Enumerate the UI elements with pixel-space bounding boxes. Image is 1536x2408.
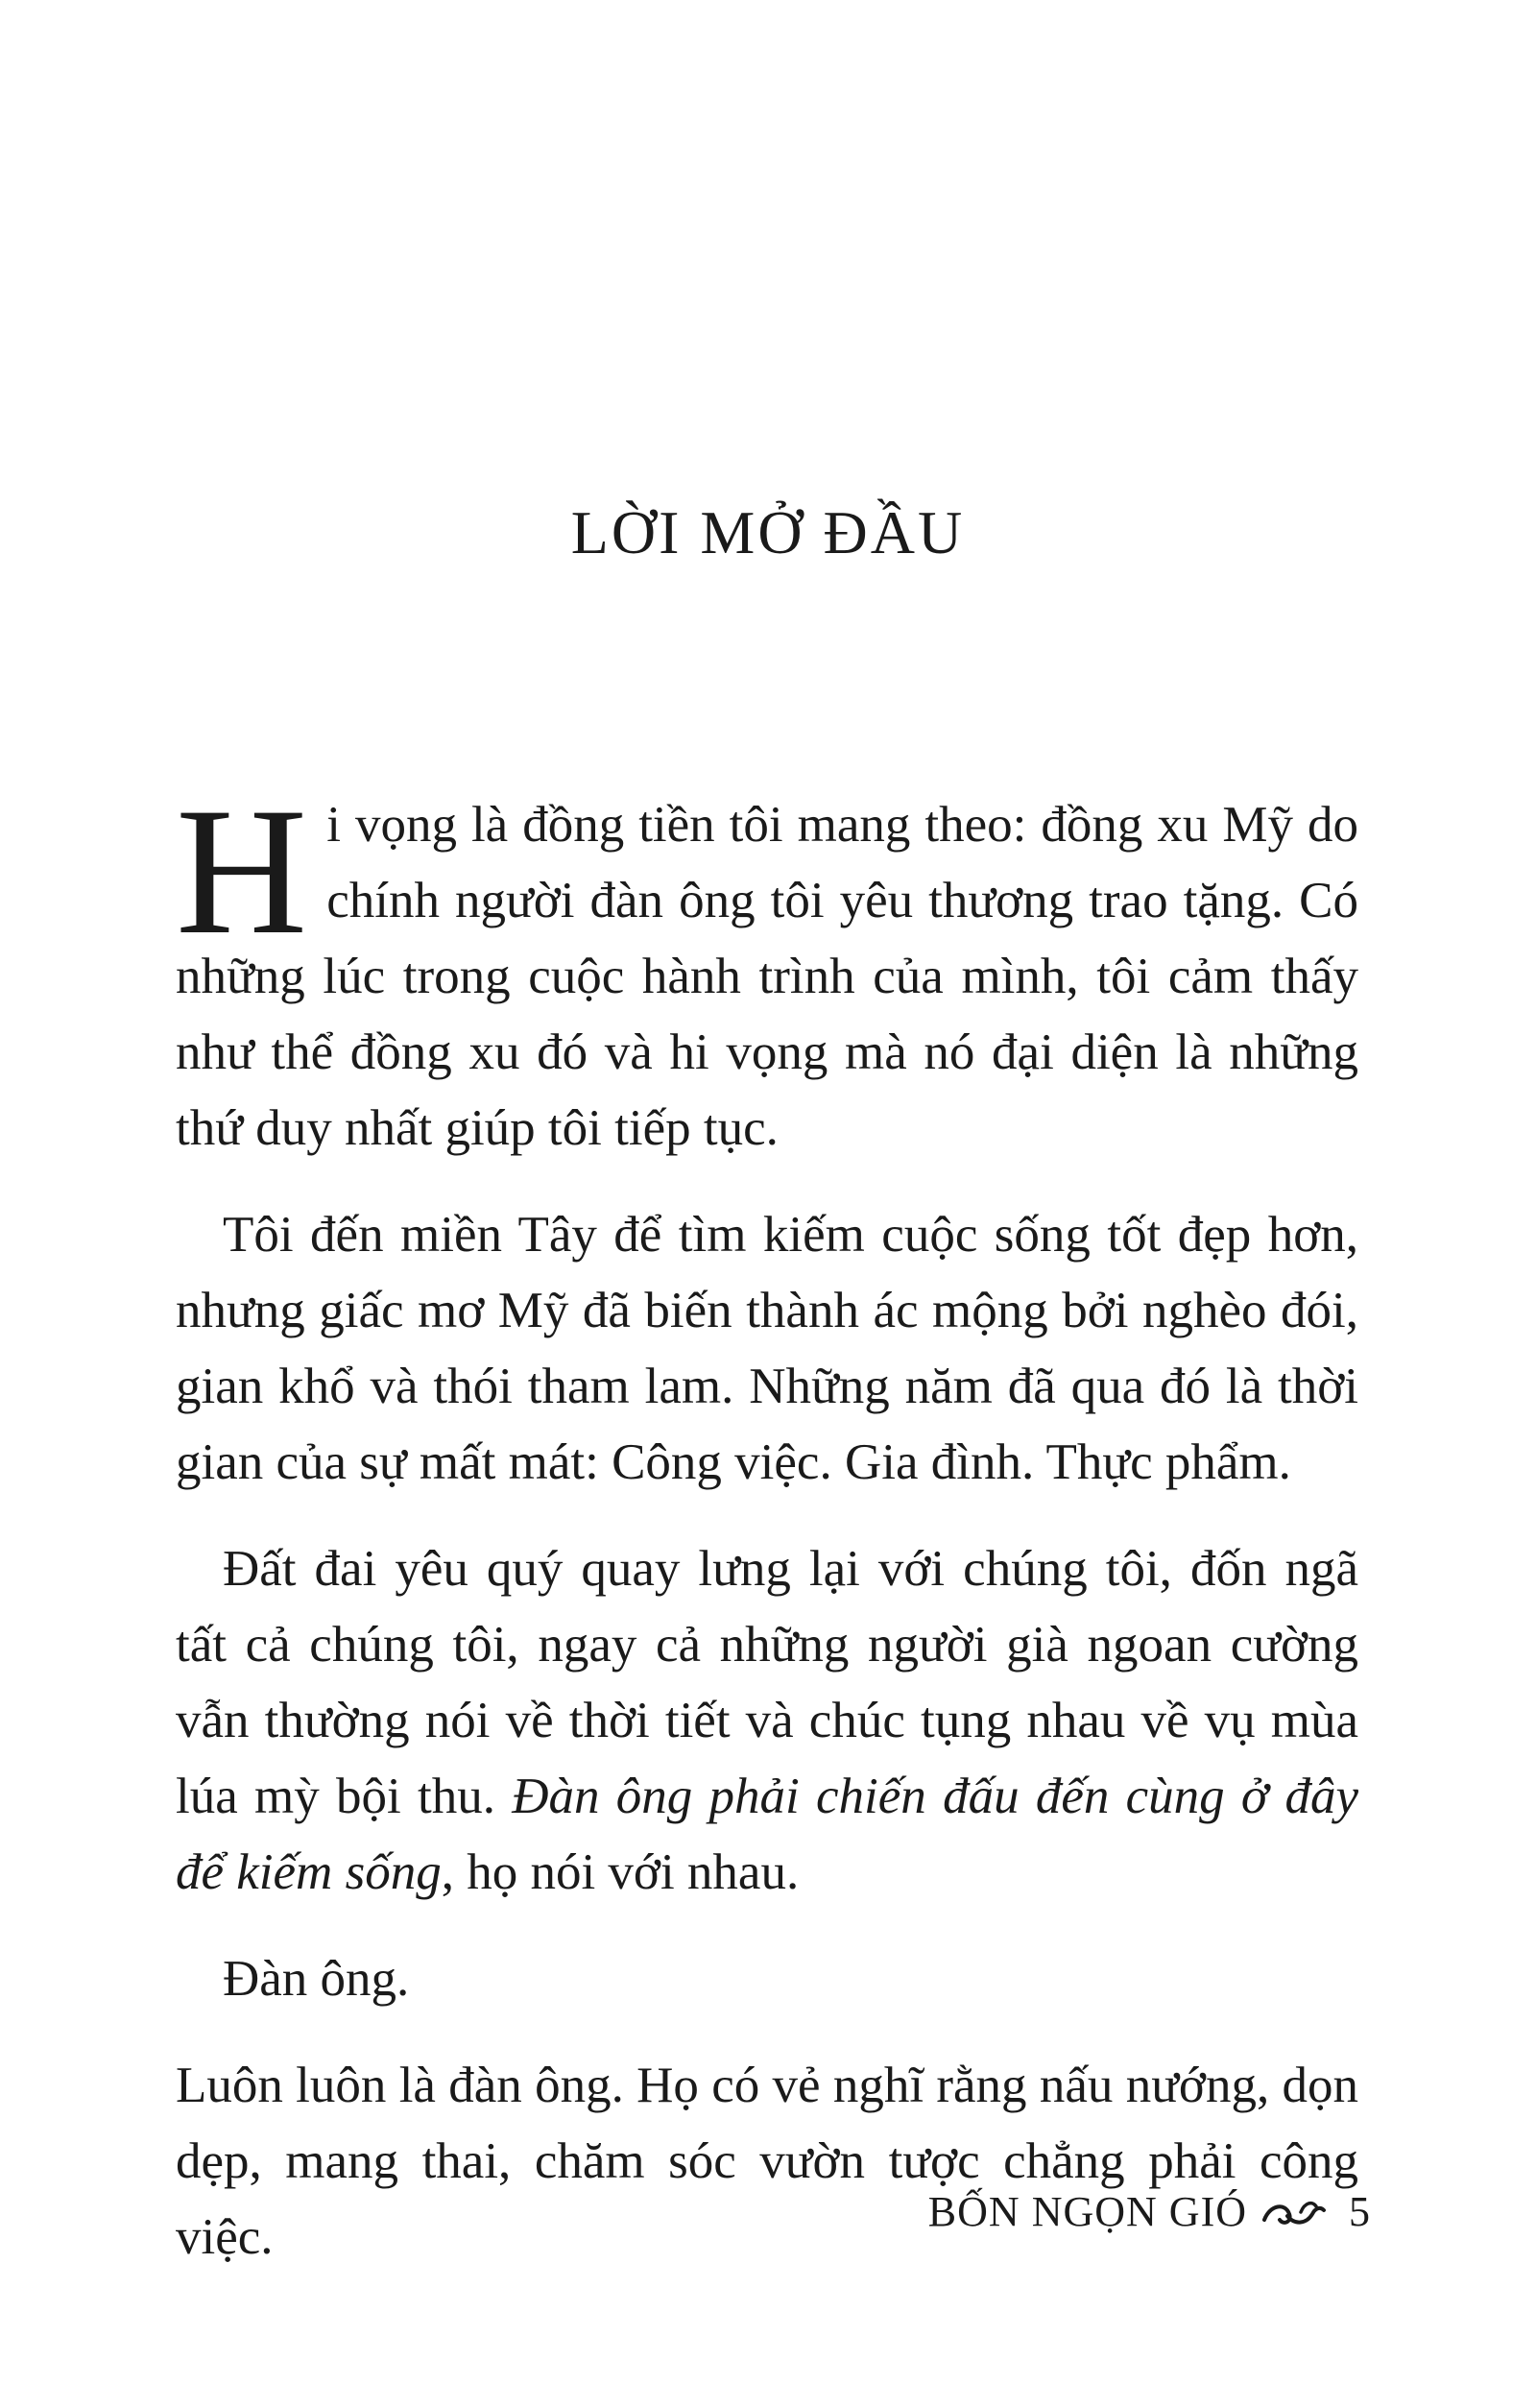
running-footer: [928, 2187, 1371, 2236]
paragraph-1-text: i vọng là đồng tiền tôi mang theo: đồng xu Mỹ do chính người đàn ông tôi yêu thương trao tặng. Có những lúc trong cuộc hành trình của mình, tôi cảm thấy như thể đồng xu đó và hi vọng mà nó đại diện là những thứ duy nhất giúp tôi tiếp tục.: [176, 797, 1358, 1156]
italic-quote: Đàn ông phải chiến đấu đến cùng ở đây để kiếm sống: [176, 1769, 1358, 1900]
book-title: BỐN NGỌN GIÓ: [927, 2188, 1247, 2235]
quote-tail: , họ nói với nhau.: [441, 1844, 800, 1900]
paragraph-1: [176, 771, 1358, 1167]
paragraph-3-text: Đất đai yêu quý quay lưng lại với chúng tôi, đốn ngã tất cả chúng tôi, ngay cả những người già ngoan cường vẫn thường nói về thời tiết và chúc tụng nhau về vụ mùa lúa mỳ bội thu.: [176, 1541, 1358, 1824]
wind-swirl-icon: [1260, 2191, 1328, 2233]
paragraph-3: [176, 1531, 1358, 1911]
body-text: [176, 771, 1358, 2306]
page-number: 5: [1349, 2188, 1371, 2235]
paragraph-4: Đàn ông.: [223, 1951, 410, 2007]
paragraph-5: Luôn luôn là đàn ông. Họ có vẻ nghĩ rằng nấu nướng, dọn dẹp, mang thai, chăm sóc vườn tược chẳng phải công việc.: [176, 2058, 1358, 2265]
drop-cap: H: [176, 771, 308, 973]
chapter-title: LỜI MỞ ĐẦU: [570, 498, 966, 566]
paragraph-2: Tôi đến miền Tây để tìm kiếm cuộc sống tốt đẹp hơn, nhưng giấc mơ Mỹ đã biến thành ác mộng bởi nghèo đói, gian khổ và thói tham lam. Những năm đã qua đó là thời gian của sự mất mát: Công việc. Gia đình. Thực phẩm.: [176, 1207, 1358, 1490]
